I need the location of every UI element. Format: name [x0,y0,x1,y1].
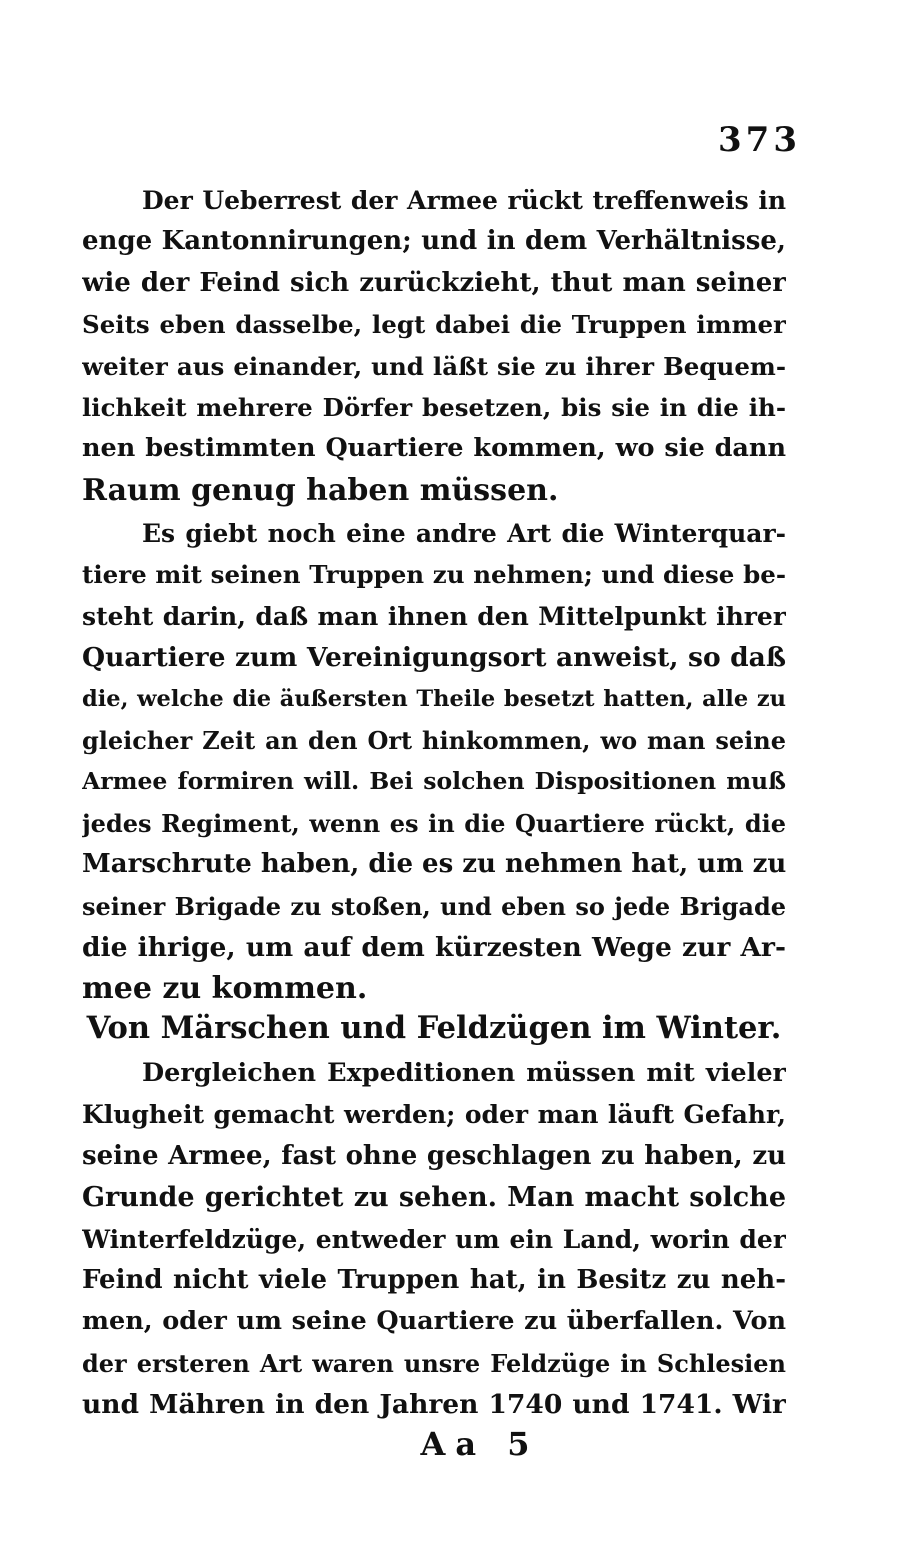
text-line: Raum genug haben müssen. [82,472,559,508]
paragraph-3 [82,1053,786,1426]
text-line: Winterfeldzüge, entweder um ein Land, worin der [82,1224,786,1254]
text-line: Quartiere zum Vereinigungsort anweist, so daß [82,642,786,674]
text-line: Klugheit gemacht werden; oder man läuft Gefahr, [82,1100,786,1130]
text-line: und Mähren in den Jahren 1740 und 1741. Wir [82,1389,786,1421]
text-line: enge Kantonnirungen; und in dem Verhältnisse, [82,226,786,257]
text-line: seiner Brigade zu stoßen, und eben so jede Brigade [82,891,786,921]
text-line: steht darin, daß man ihnen den Mittelpunkt ihrer [82,601,786,631]
paragraph-2 [82,513,786,1010]
text-line: Grunde gerichtet zu sehen. Man macht solche [82,1182,786,1214]
text-line: men, oder um seine Quartiere zu überfallen. Von [82,1306,786,1337]
text-line: Der Ueberrest der Armee rückt treffenweis in [142,186,786,215]
text-line: gleicher Zeit an den Ort hinkommen, wo man seine [82,725,786,755]
text-line: jedes Regiment, wenn es in die Quartiere rückt, die [82,808,786,838]
text-line: Es giebt noch eine andre Art die Winterquar- [142,519,786,548]
text-line: Dergleichen Expeditionen müssen mit vieler [142,1058,786,1088]
paragraph-1 [82,180,786,511]
text-line: Seits eben dasselbe, legt dabei die Truppen immer [82,310,786,340]
page-number: 373 [718,120,801,160]
text-line: weiter aus einander, und läßt sie zu ihrer Bequem- [82,351,786,381]
section-heading: Von Märschen und Feldzügen im Winter. [86,1010,782,1046]
text-line: seine Armee, fast ohne geschlagen zu haben, zu [82,1140,786,1171]
text-line: tiere mit seinen Truppen zu nehmen; und diese be- [82,560,786,590]
text-line: Feind nicht viele Truppen hat, in Besitz zu neh- [82,1264,786,1295]
text-line: mee zu kommen. [82,971,368,1007]
text-line: die, welche die äußersten Theile besetzt hatten, alle zu [82,685,786,712]
printer-signature-mark: Aa 5 [420,1425,540,1463]
text-line: Marschrute haben, die es zu nehmen hat, um zu [82,849,786,880]
text-line: nen bestimmten Quartiere kommen, wo sie dann [82,433,786,464]
text-line: Armee formiren will. Bei solchen Dispositionen muß [82,767,786,796]
text-line: lichkeit mehrere Dörfer besetzen, bis sie in die ih- [82,392,786,422]
text-line: die ihrige, um auf dem kürzesten Wege zur Ar- [82,931,786,963]
text-line: wie der Feind sich zurückzieht, thut man seiner [82,267,786,298]
text-line: der ersteren Art waren unsre Feldzüge in Schlesien [82,1348,786,1378]
